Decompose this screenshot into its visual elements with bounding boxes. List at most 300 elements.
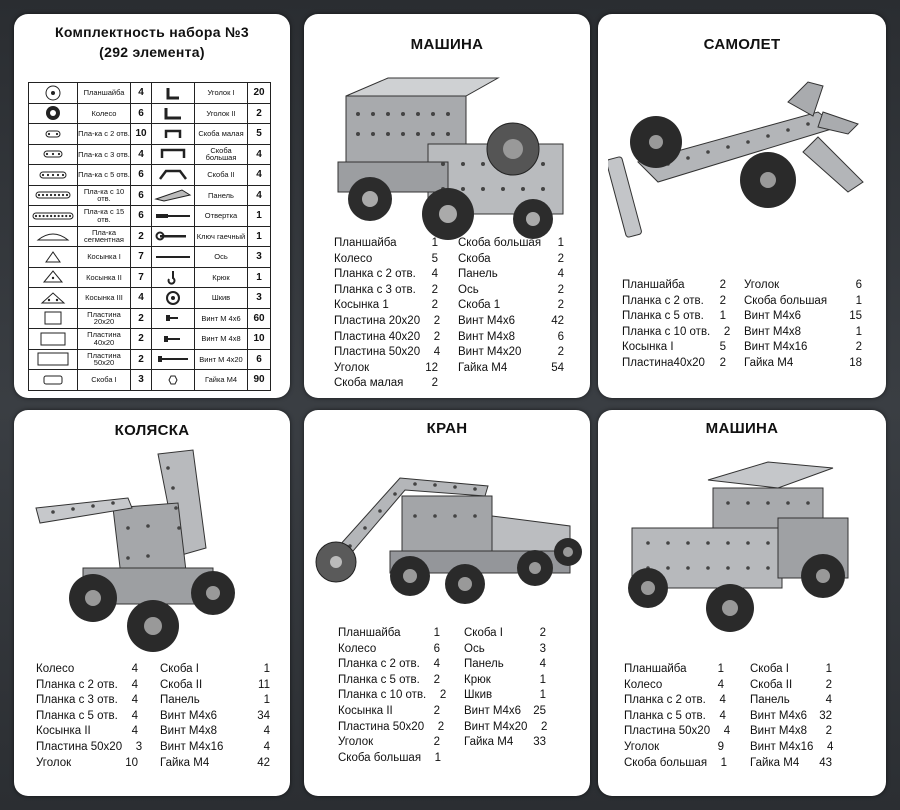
part-name: Винт М4x16 [744, 341, 808, 354]
part-name: Пластина 20x20 [78, 308, 131, 329]
part-quantity: 2 [825, 725, 832, 738]
part-name: Косынка II [36, 725, 91, 738]
part-name: Скоба малая [195, 124, 248, 145]
part-name: Пла-ка с 2 отв. [78, 124, 131, 145]
pulley-icon [152, 288, 195, 309]
plate-5-holes-icon [29, 165, 78, 186]
part-name: Винт М 4x8 [195, 329, 248, 350]
toy-airplane-model-icon [608, 72, 878, 262]
part-name: Винт М4x6 [458, 314, 516, 327]
part-row [338, 735, 440, 751]
part-count: 1 [248, 267, 271, 288]
part-name: Панель [458, 268, 498, 281]
part-name: Скоба II [750, 678, 793, 691]
part-row [338, 704, 440, 720]
part-count: 6 [131, 165, 152, 186]
model-card-crane [304, 410, 590, 796]
part-row [160, 756, 270, 772]
model-title: САМОЛЕТ [703, 36, 781, 53]
plate-20x20-icon [29, 308, 78, 329]
part-name: Панель [195, 185, 248, 206]
parts-list-left [338, 626, 447, 766]
part-name: Ключ гаечный [195, 226, 248, 247]
part-quantity: 2 [539, 627, 546, 639]
part-row [36, 662, 138, 678]
part-quantity: 12 [425, 361, 438, 374]
part-row [458, 267, 564, 283]
part-name: Скоба большая [624, 756, 708, 769]
part-quantity: 4 [433, 346, 441, 359]
part-name: Планка с 5 отв. [36, 709, 118, 722]
part-row [36, 756, 138, 772]
part-row [464, 704, 546, 720]
part-name: Шкив [195, 288, 248, 309]
part-count: 4 [131, 83, 152, 104]
part-quantity: 4 [433, 658, 440, 671]
part-count: 2 [131, 226, 152, 247]
part-count: 6 [131, 206, 152, 227]
part-row [160, 709, 270, 725]
part-row [464, 673, 546, 689]
part-name: Косынка II [78, 267, 131, 288]
plate-50x20-icon [29, 349, 78, 370]
part-quantity: 1 [855, 294, 862, 307]
part-count: 5 [248, 124, 271, 145]
part-quantity: 43 [819, 756, 832, 769]
axle-icon [152, 247, 195, 268]
parts-list-left [36, 662, 143, 771]
model-title: КОЛЯСКА [114, 422, 190, 439]
parts-list-left [334, 236, 441, 392]
toy-car-model-icon [328, 74, 568, 244]
part-quantity: 4 [827, 740, 834, 753]
part-name: Винт М4x8 [750, 725, 808, 738]
part-count: 2 [131, 308, 152, 329]
part-name: Панель [464, 658, 504, 671]
part-row [36, 740, 143, 756]
part-row [458, 345, 564, 361]
part-name: Панель [750, 694, 790, 707]
model-title: МАШИНА [410, 36, 484, 53]
part-quantity: 2 [719, 279, 726, 291]
part-row [36, 709, 138, 725]
part-name: Пла-ка сегментная [78, 226, 131, 247]
part-row [750, 756, 832, 772]
inventory-row [29, 103, 271, 124]
plate-10-holes-icon [29, 185, 78, 206]
part-row [338, 657, 440, 673]
part-name: Винт М 4x20 [195, 349, 248, 370]
model-card-airplane [598, 14, 886, 398]
part-name: Косынка 1 [334, 299, 389, 312]
part-name: Скоба большая [338, 751, 422, 764]
part-name: Косынка II [338, 704, 393, 717]
part-quantity: 2 [719, 294, 726, 307]
part-name: Пластина 50x20 [78, 349, 131, 370]
part-name: Винт М4x6 [464, 704, 522, 717]
part-row [624, 709, 724, 725]
toy-stroller-model-icon [28, 448, 258, 658]
parts-list-right [464, 626, 546, 751]
part-row [750, 724, 832, 740]
part-quantity: 2 [557, 299, 564, 312]
part-name: Гайка М4 [750, 756, 800, 769]
part-name: Планшайба [622, 279, 685, 291]
part-name: Винт М4x8 [744, 325, 802, 338]
part-name: Пластина 50x20 [338, 720, 425, 733]
inventory-row [29, 206, 271, 227]
part-name: Скоба II [160, 678, 203, 691]
part-quantity: 4 [431, 268, 438, 281]
part-row [464, 657, 546, 673]
inventory-row [29, 165, 271, 186]
part-quantity: 2 [433, 704, 440, 717]
part-quantity: 3 [135, 740, 143, 753]
part-name: Скоба I [464, 627, 503, 639]
part-count: 4 [248, 165, 271, 186]
part-count: 1 [248, 226, 271, 247]
part-name: Планка с 2 отв. [338, 658, 420, 671]
part-name: Колесо [334, 252, 373, 265]
angle-bracket-icon [152, 83, 195, 104]
part-quantity: 2 [855, 341, 862, 354]
part-name: Пла-ка с 5 отв. [78, 165, 131, 186]
part-name: Скоба I [78, 370, 131, 391]
part-row [334, 314, 441, 330]
part-row [744, 278, 862, 294]
part-row [622, 294, 726, 310]
inventory-row [29, 83, 271, 104]
part-row [458, 314, 564, 330]
part-quantity: 2 [557, 252, 564, 265]
part-count: 20 [248, 83, 271, 104]
part-name: Винт М4x6 [160, 709, 218, 722]
part-quantity: 1 [557, 237, 564, 249]
inventory-row [29, 144, 271, 165]
part-name: Скоба I [750, 663, 789, 675]
screwdriver-icon [152, 206, 195, 227]
part-name: Планка с 3 отв. [36, 694, 118, 707]
part-row [160, 740, 270, 756]
part-count: 6 [131, 103, 152, 124]
part-name: Панель [160, 694, 200, 707]
part-quantity: 1 [719, 310, 726, 323]
part-name: Скоба большая [195, 144, 248, 165]
part-name: Винт М4x20 [464, 720, 528, 733]
part-row [334, 267, 438, 283]
part-quantity: 2 [557, 346, 564, 359]
part-count: 6 [248, 349, 271, 370]
part-count: 4 [248, 185, 271, 206]
part-name: Планшайба [78, 83, 131, 104]
part-row [458, 298, 564, 314]
part-name: Уголок [744, 279, 780, 291]
part-name: Пластина 40x20 [334, 330, 421, 343]
part-quantity: 4 [131, 694, 138, 707]
part-quantity: 4 [263, 740, 270, 753]
inventory-row [29, 349, 271, 370]
part-count: 3 [131, 370, 152, 391]
parts-list-right [750, 662, 832, 771]
part-row [750, 662, 832, 678]
part-name: Винт М4x8 [458, 330, 516, 343]
part-name: Ось [195, 247, 248, 268]
part-quantity: 4 [539, 658, 546, 671]
part-row [624, 756, 728, 772]
part-row [338, 673, 440, 689]
plate-15-holes-icon [29, 206, 78, 227]
part-name: Уголок [334, 361, 370, 374]
part-count: 60 [248, 308, 271, 329]
part-quantity: 2 [723, 325, 731, 338]
part-row [464, 642, 546, 658]
part-name: Гайка М4 [458, 361, 508, 374]
part-row [622, 340, 726, 356]
parts-list-right [458, 236, 564, 376]
part-name: Скоба большая [458, 237, 542, 249]
part-quantity: 1 [263, 694, 270, 707]
part-name: Планка с 5 отв. [338, 673, 420, 686]
part-quantity: 4 [131, 678, 138, 691]
inventory-subtitle: (292 элемента) [99, 44, 205, 60]
panel-icon [152, 185, 195, 206]
part-row [464, 735, 546, 751]
part-quantity: 33 [533, 736, 546, 749]
part-quantity: 4 [717, 678, 724, 691]
model-title: МАШИНА [705, 420, 779, 437]
part-quantity: 4 [719, 709, 726, 722]
part-row [338, 688, 447, 704]
part-count: 10 [248, 329, 271, 350]
part-quantity: 4 [719, 694, 726, 707]
part-quantity: 1 [717, 663, 724, 675]
part-row [624, 724, 731, 740]
part-count: 7 [131, 247, 152, 268]
part-row [744, 356, 862, 372]
part-name: Планка с 5 отв. [624, 709, 706, 722]
part-quantity: 2 [437, 720, 445, 733]
part-row [458, 236, 564, 252]
inventory-card [14, 14, 290, 398]
model-card-car [304, 14, 590, 398]
part-quantity: 6 [433, 642, 440, 655]
part-name: Колесо [78, 103, 131, 124]
plate-2-holes-icon [29, 124, 78, 145]
inventory-table [28, 82, 271, 391]
part-row [36, 678, 138, 694]
part-row [338, 642, 440, 658]
part-quantity: 2 [439, 689, 447, 702]
part-name: Винт М4x16 [750, 740, 814, 753]
parts-list-left [624, 662, 731, 771]
part-row [334, 298, 438, 314]
part-quantity: 1 [434, 751, 442, 764]
part-quantity: 3 [539, 642, 546, 655]
part-count: 10 [131, 124, 152, 145]
part-name: Пластина 50x20 [36, 740, 123, 753]
part-quantity: 42 [257, 756, 270, 769]
part-name: Скоба [458, 252, 491, 265]
part-row [624, 678, 724, 694]
part-name: Скоба I [160, 663, 199, 675]
part-name: Уголок II [195, 103, 248, 124]
part-name: Планка с 10 отв. [622, 325, 711, 338]
part-name: Пла-ка с 3 отв. [78, 144, 131, 165]
part-row [750, 709, 832, 725]
part-quantity: 4 [131, 725, 138, 738]
part-row [458, 283, 564, 299]
part-quantity: 2 [431, 377, 438, 390]
part-row [334, 252, 438, 268]
hook-icon [152, 267, 195, 288]
inventory-title: Комплектность набора №3 [54, 24, 249, 40]
inventory-row [29, 226, 271, 247]
part-name: Уголок [624, 740, 660, 753]
part-quantity: 54 [551, 361, 564, 374]
part-row [334, 236, 438, 252]
part-name: Планка с 2 отв. [624, 694, 706, 707]
part-row [464, 626, 546, 642]
part-row [338, 751, 440, 767]
part-quantity: 1 [855, 325, 862, 338]
part-name: Ось [464, 642, 485, 655]
part-row [622, 356, 726, 372]
part-name: Ось [458, 283, 479, 296]
part-name: Гайка М4 [195, 370, 248, 391]
part-row [624, 693, 724, 709]
part-count: 2 [131, 349, 152, 370]
part-name: Планшайба [338, 627, 401, 639]
part-name: Винт М4x6 [750, 709, 808, 722]
part-row [464, 688, 546, 704]
part-name: Винт М4x20 [458, 346, 522, 359]
part-name: Винт М4x16 [160, 740, 224, 753]
part-name: Планка с 5 отв. [622, 310, 704, 323]
part-name: Уголок [338, 736, 374, 749]
part-name: Пластина40x20 [622, 356, 705, 369]
part-name: Скоба малая [334, 377, 404, 390]
part-row [624, 662, 724, 678]
part-count: 2 [248, 103, 271, 124]
part-row [160, 662, 270, 678]
part-row [36, 693, 138, 709]
part-quantity: 4 [263, 725, 270, 738]
part-name: Пластина 50x20 [334, 346, 421, 359]
part-name: Колесо [624, 678, 663, 691]
parts-list-left [622, 278, 731, 372]
inventory-row [29, 247, 271, 268]
part-quantity: 5 [431, 252, 438, 265]
part-row [464, 720, 546, 736]
part-quantity: 18 [849, 356, 862, 369]
part-quantity: 4 [131, 709, 138, 722]
part-count: 4 [131, 288, 152, 309]
part-row [750, 740, 832, 756]
toy-crane-model-icon [310, 456, 586, 616]
part-quantity: 15 [849, 310, 862, 323]
part-quantity: 4 [557, 268, 564, 281]
plate-40x20-icon [29, 329, 78, 350]
part-name: Шкив [464, 689, 493, 702]
part-name: Скоба большая [744, 294, 828, 307]
part-name: Косынка I [78, 247, 131, 268]
part-quantity: 34 [257, 709, 270, 722]
bracket-1-icon [29, 370, 78, 391]
part-name: Планка с 2 отв. [36, 678, 118, 691]
inventory-row [29, 370, 271, 391]
part-row [334, 330, 441, 346]
gusset-3-icon [29, 288, 78, 309]
toy-truck-model-icon [618, 458, 868, 638]
part-name: Пластина 40x20 [78, 329, 131, 350]
part-name: Косынка I [622, 341, 674, 354]
segment-plate-icon [29, 226, 78, 247]
bracket-2-icon [152, 165, 195, 186]
part-name: Колесо [36, 663, 75, 675]
part-name: Планка с 10 отв. [338, 689, 427, 702]
part-row [334, 361, 438, 377]
part-row [744, 294, 862, 310]
part-count: 90 [248, 370, 271, 391]
part-quantity: 10 [125, 756, 138, 769]
part-row [160, 724, 270, 740]
part-row [744, 340, 862, 356]
part-quantity: 2 [433, 314, 441, 327]
part-quantity: 2 [431, 283, 438, 296]
part-row [160, 678, 270, 694]
part-row [334, 376, 438, 392]
part-count: 7 [131, 267, 152, 288]
inventory-row [29, 288, 271, 309]
part-name: Гайка М4 [464, 736, 514, 749]
angle-bracket-2-icon [152, 103, 195, 124]
plate-3-holes-icon [29, 144, 78, 165]
screw-m4x20-icon [152, 349, 195, 370]
part-name: Скоба 1 [458, 299, 501, 312]
part-quantity: 6 [855, 279, 862, 291]
parts-list-right [160, 662, 270, 771]
part-name: Винт М 4x6 [195, 308, 248, 329]
part-row [458, 361, 564, 377]
wheel-icon [29, 103, 78, 124]
nut-m4-icon [152, 370, 195, 391]
model-card-stroller [14, 410, 290, 796]
part-quantity: 2 [541, 720, 548, 733]
part-count: 3 [248, 288, 271, 309]
large-bracket-icon [152, 144, 195, 165]
part-row [624, 740, 724, 756]
part-quantity: 1 [825, 663, 832, 675]
part-name: Отвертка [195, 206, 248, 227]
part-quantity: 2 [825, 678, 832, 691]
model-card-truck [598, 410, 886, 796]
part-row [338, 626, 440, 642]
part-row [458, 252, 564, 268]
part-row [334, 345, 441, 361]
part-name: Уголок [36, 756, 72, 769]
part-name: Винт М4x6 [744, 310, 802, 323]
part-row [622, 309, 726, 325]
part-quantity: 1 [720, 756, 728, 769]
part-row [622, 325, 731, 341]
washer-plate-icon [29, 83, 78, 104]
screw-m4x8-icon [152, 329, 195, 350]
part-quantity: 2 [557, 283, 564, 296]
part-name: Планка с 2 отв. [334, 268, 416, 281]
gusset-1-icon [29, 247, 78, 268]
part-quantity: 1 [539, 673, 546, 686]
part-quantity: 2 [431, 299, 438, 312]
